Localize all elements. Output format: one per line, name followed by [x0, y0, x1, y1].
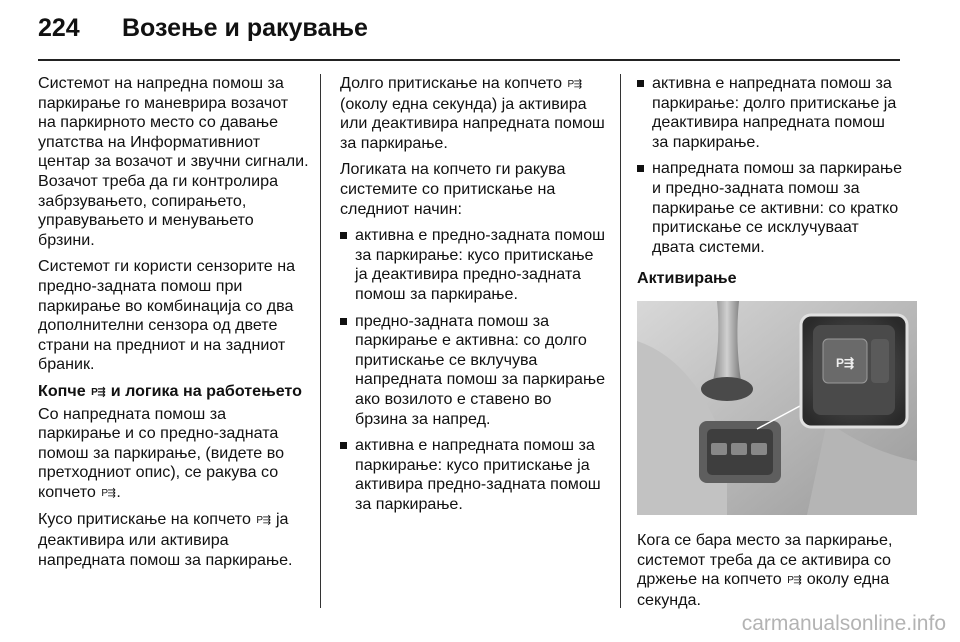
paragraph: Логиката на копчето ги ракува системите со притискање на следниот начин:: [340, 160, 566, 218]
section-heading: Активирање: [637, 269, 737, 288]
park-assist-icon: P⇶: [256, 515, 271, 527]
list-item: [340, 312, 608, 430]
switch-button: [751, 443, 767, 455]
bullet-icon: [637, 165, 644, 172]
list-item: [637, 159, 903, 257]
list-item: [637, 74, 903, 152]
bullet-icon: [637, 80, 644, 87]
column-3: [637, 74, 903, 617]
park-assist-icon: P⇶: [101, 487, 116, 499]
console-photo: [637, 301, 917, 515]
paragraph-text: Долго притискање на копчето: [340, 74, 563, 92]
list-item-text: активна е напредната помош за паркирање: долго притискање ја деактивира напредната помош за паркирање.: [652, 74, 897, 151]
list-item-text: напредната помош за паркирање и предно-задната помош за паркирање се активни: со кратко притискање се исклучуваат двата системи.: [652, 159, 903, 256]
watermark: carmanualsonline.info: [741, 612, 946, 635]
paragraph: [340, 74, 608, 153]
bullet-icon: [340, 232, 347, 239]
side-button: [871, 339, 889, 383]
switch-button: [731, 443, 747, 455]
park-assist-icon: P⇶: [835, 355, 855, 370]
park-assist-icon: P⇶: [567, 79, 582, 90]
park-assist-icon: P⇶: [91, 386, 106, 398]
column-1: [38, 74, 310, 577]
bullet-list: [340, 226, 608, 514]
switch-button: [711, 443, 727, 455]
header-rule: [38, 59, 900, 61]
paragraph-text: Кусо притискање на копчето: [38, 510, 251, 529]
list-item-text: активна е предно-задната помош за паркирање: кусо притискање ја деактивира предно-задната помош за паркирање.: [355, 226, 606, 303]
list-item-text: предно-задната помош за паркирање е активна: со долго притискање се вклучува напредната помош за паркирање ако возилото е ставено во брзина за напред.: [355, 311, 606, 428]
park-assist-icon: P⇶: [787, 575, 802, 587]
bullet-icon: [340, 318, 347, 325]
center-console-illustration: [637, 301, 917, 515]
paragraph: [637, 531, 903, 610]
column-divider-2: [620, 74, 621, 608]
paragraph-text: Кога се бара место за паркирање, системот треба да се активира со држење на копчето: [637, 530, 893, 589]
paragraph-text: околу една секунда.: [637, 570, 890, 609]
column-2: [340, 74, 608, 521]
paragraph: Системот ги користи сензорите на предно-задната помош при паркирање во комбинација со два дополнителни сензора од двете страни на предниот и на задниот браник.: [38, 257, 296, 374]
paragraph-text: Со напредната помош за паркирање и со предно-задната помош за паркирање, (видете во претходниот опис), се ракува со копчето: [38, 404, 285, 501]
paragraph-text: ја деактивира или активира напредната помош за паркирање.: [38, 510, 293, 569]
bullet-list: [637, 74, 903, 257]
gear-boot: [701, 377, 753, 401]
paragraph: [38, 510, 310, 570]
paragraph-text: .: [116, 482, 121, 501]
list-item: [340, 436, 608, 514]
page-title: Возење и ракување: [122, 14, 368, 42]
bullet-icon: [340, 442, 347, 449]
list-item: [340, 226, 608, 304]
heading-text: Копче: [38, 381, 86, 400]
list-item-text: активна е напредната помош за паркирање: кусо притискање ја активира предно-задната помош за паркирање.: [355, 436, 601, 513]
column-divider-1: [320, 74, 321, 608]
paragraph: [38, 405, 310, 504]
paragraph-text: (околу една секунда) ја активира или деактивира напредната помош за паркирање.: [340, 94, 605, 152]
section-heading: [38, 382, 310, 403]
heading-text: и логика на работењето: [110, 381, 302, 400]
paragraph: Системот на напредна помош за паркирање го маневрира возачот на паркирното место со давање упатства на Информативниот центар за возачот и звучни сигнали. Возачот треба да ги контролира забрзувањето, сопирањето, управувањето и менувањето брзини.: [38, 74, 309, 249]
page-number: 224: [38, 14, 80, 42]
page-header: [38, 14, 368, 54]
